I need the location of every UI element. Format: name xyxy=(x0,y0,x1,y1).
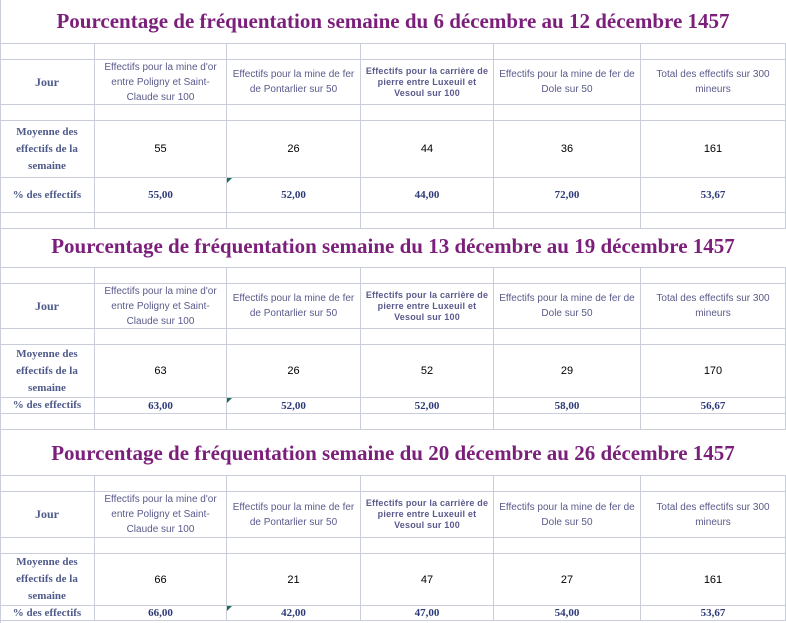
spacer-row-cell[interactable] xyxy=(361,329,494,345)
spacer-row-cell[interactable] xyxy=(641,329,786,345)
comment-indicator-icon[interactable] xyxy=(227,606,232,611)
pct-value[interactable]: 56,67 xyxy=(641,398,786,414)
column-header: Effectifs pour la mine de fer de Dole sur 50 xyxy=(494,492,641,538)
spacer-row-cell[interactable] xyxy=(0,268,95,284)
spacer-row-cell[interactable] xyxy=(641,414,786,430)
spacer-row-cell[interactable] xyxy=(0,414,95,430)
spacer-row-cell[interactable] xyxy=(227,268,361,284)
moyenne-value[interactable]: 21 xyxy=(227,554,361,606)
spacer-row-cell[interactable] xyxy=(227,44,361,60)
jour-header: Jour xyxy=(0,492,95,538)
spacer-row-cell[interactable] xyxy=(494,414,641,430)
pct-row-label: % des effectifs xyxy=(0,606,95,621)
spacer-row-cell[interactable] xyxy=(227,105,361,121)
pct-value[interactable]: 54,00 xyxy=(494,606,641,621)
moyenne-value[interactable]: 161 xyxy=(641,554,786,606)
jour-header: Jour xyxy=(0,284,95,329)
moyenne-value[interactable]: 27 xyxy=(494,554,641,606)
moyenne-value[interactable]: 55 xyxy=(95,121,227,178)
spacer-row-cell[interactable] xyxy=(95,414,227,430)
pct-value[interactable]: 53,67 xyxy=(641,178,786,213)
spacer-row-cell[interactable] xyxy=(494,268,641,284)
moyenne-row-label: Moyenne des effectifs de la semaine xyxy=(0,345,95,398)
pct-value[interactable]: 58,00 xyxy=(494,398,641,414)
spacer-row-cell[interactable] xyxy=(361,538,494,554)
spacer-row-cell[interactable] xyxy=(361,44,494,60)
pct-row-label: % des effectifs xyxy=(0,178,95,213)
comment-indicator-icon[interactable] xyxy=(227,398,232,403)
column-header: Effectifs pour la mine de fer de Dole sur 50 xyxy=(494,60,641,105)
spacer-row-cell[interactable] xyxy=(641,538,786,554)
spacer-row-cell[interactable] xyxy=(0,44,95,60)
spacer-row-cell[interactable] xyxy=(641,105,786,121)
moyenne-row-label: Moyenne des effectifs de la semaine xyxy=(0,554,95,606)
moyenne-value[interactable]: 26 xyxy=(227,121,361,178)
spacer-row-cell[interactable] xyxy=(361,268,494,284)
column-header: Effectifs pour la mine d'or entre Poligny et Saint-Claude sur 100 xyxy=(95,284,227,329)
pct-value[interactable]: 52,00 xyxy=(227,178,361,213)
spacer-row-cell[interactable] xyxy=(494,329,641,345)
spacer-row-cell[interactable] xyxy=(95,105,227,121)
spacer-row-cell[interactable] xyxy=(95,476,227,492)
spacer-row-cell[interactable] xyxy=(361,414,494,430)
moyenne-value[interactable]: 47 xyxy=(361,554,494,606)
column-header: Effectifs pour la mine d'or entre Poligny et Saint-Claude sur 100 xyxy=(95,60,227,105)
comment-indicator-icon[interactable] xyxy=(227,178,232,183)
column-header: Effectifs pour la carrière de pierre entre Luxeuil et Vesoul sur 100 xyxy=(361,492,494,538)
week-title: Pourcentage de fréquentation semaine du 20 décembre au 26 décembre 1457 xyxy=(0,432,786,476)
moyenne-value[interactable]: 170 xyxy=(641,345,786,398)
moyenne-row-label: Moyenne des effectifs de la semaine xyxy=(0,121,95,178)
column-header: Total des effectifs sur 300 mineurs xyxy=(641,492,786,538)
moyenne-value[interactable]: 63 xyxy=(95,345,227,398)
spacer-row-cell[interactable] xyxy=(494,538,641,554)
spacer-row-cell[interactable] xyxy=(95,268,227,284)
spacer-row-cell[interactable] xyxy=(227,329,361,345)
moyenne-value[interactable]: 52 xyxy=(361,345,494,398)
spacer-row-cell[interactable] xyxy=(95,329,227,345)
spacer-row-cell[interactable] xyxy=(0,476,95,492)
column-header: Effectifs pour la mine d'or entre Poligny et Saint-Claude sur 100 xyxy=(95,492,227,538)
moyenne-value[interactable]: 66 xyxy=(95,554,227,606)
spacer-row-cell[interactable] xyxy=(95,44,227,60)
spacer-row-cell[interactable] xyxy=(494,44,641,60)
spacer-row-cell[interactable] xyxy=(494,476,641,492)
moyenne-value[interactable]: 26 xyxy=(227,345,361,398)
spacer-row-cell[interactable] xyxy=(641,44,786,60)
week-title: Pourcentage de fréquentation semaine du 6 décembre au 12 décembre 1457 xyxy=(0,0,786,44)
pct-value[interactable]: 47,00 xyxy=(361,606,494,621)
spacer-row-cell[interactable] xyxy=(227,476,361,492)
moyenne-value[interactable]: 44 xyxy=(361,121,494,178)
moyenne-value[interactable]: 36 xyxy=(494,121,641,178)
pct-value[interactable]: 42,00 xyxy=(227,606,361,621)
column-header: Effectifs pour la mine de fer de Dole sur 50 xyxy=(494,284,641,329)
column-header: Effectifs pour la mine de fer de Pontarlier sur 50 xyxy=(227,60,361,105)
column-header: Effectifs pour la mine de fer de Pontarlier sur 50 xyxy=(227,492,361,538)
spacer-row-cell[interactable] xyxy=(361,476,494,492)
spacer-row-cell[interactable] xyxy=(95,538,227,554)
pct-value[interactable]: 55,00 xyxy=(95,178,227,213)
spacer-row-cell[interactable] xyxy=(641,476,786,492)
moyenne-value[interactable]: 161 xyxy=(641,121,786,178)
spacer-row-cell[interactable] xyxy=(0,329,95,345)
column-header: Effectifs pour la carrière de pierre entre Luxeuil et Vesoul sur 100 xyxy=(361,284,494,329)
pct-value[interactable]: 53,67 xyxy=(641,606,786,621)
pct-value[interactable]: 63,00 xyxy=(95,398,227,414)
week-title: Pourcentage de fréquentation semaine du 13 décembre au 19 décembre 1457 xyxy=(0,226,786,268)
spacer-row-cell[interactable] xyxy=(361,105,494,121)
moyenne-value[interactable]: 29 xyxy=(494,345,641,398)
jour-header: Jour xyxy=(0,60,95,105)
pct-value[interactable]: 52,00 xyxy=(361,398,494,414)
spacer-row-cell[interactable] xyxy=(227,414,361,430)
spacer-row-cell[interactable] xyxy=(494,105,641,121)
pct-value[interactable]: 52,00 xyxy=(227,398,361,414)
column-header: Effectifs pour la carrière de pierre entre Luxeuil et Vesoul sur 100 xyxy=(361,60,494,105)
spacer-row-cell[interactable] xyxy=(641,268,786,284)
spacer-row-cell[interactable] xyxy=(0,538,95,554)
column-header: Total des effectifs sur 300 mineurs xyxy=(641,284,786,329)
column-header: Total des effectifs sur 300 mineurs xyxy=(641,60,786,105)
spacer-row-cell[interactable] xyxy=(227,538,361,554)
spacer-row-cell[interactable] xyxy=(0,105,95,121)
column-header: Effectifs pour la mine de fer de Pontarlier sur 50 xyxy=(227,284,361,329)
pct-value[interactable]: 66,00 xyxy=(95,606,227,621)
pct-value[interactable]: 72,00 xyxy=(494,178,641,213)
pct-row-label: % des effectifs xyxy=(0,398,95,414)
pct-value[interactable]: 44,00 xyxy=(361,178,494,213)
